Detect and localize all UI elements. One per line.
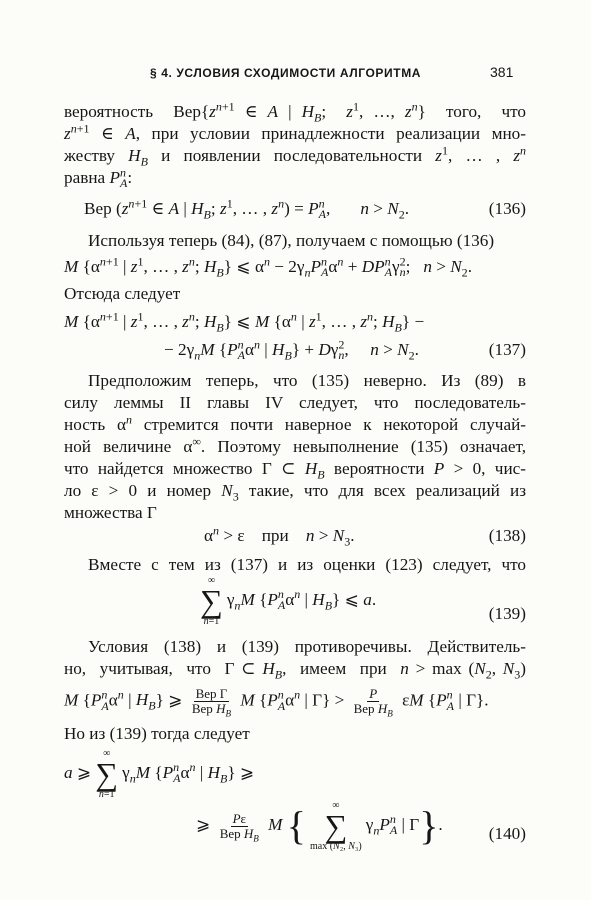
paragraph-line: жеству $H_B$ и появлении последовательности $z^1$, … , $z^n$ — [64, 143, 527, 169]
equation-140-line2: ⩾ $\frac{P\varepsilon}{Вер H_B}$ M { ∞ ∑ max (N₂, N₃) $\gamma_nP^n_A$ | Γ}. — [196, 800, 443, 852]
equation-137-line1: M {$\alpha^{n+1}$ | $z^1$, … , $z^n$; $H_B$} ⩽ M {$\alpha^n$ | $z^1$, … , $z^n$; $H_B$} − — [64, 309, 425, 335]
equation-140-line1: a ⩾ ∞ ∑ n=1 $\gamma_nM$ {$P^n_A\alpha^n$ | $H_B$} ⩾ — [64, 748, 255, 800]
paragraph-line: ность $\alpha^n$ стремится почти наверное к некоторой случай- — [64, 412, 526, 434]
paragraph-line: Условия (138) и (139) противоречивы. Действитель- — [88, 637, 526, 656]
paragraph-line: но, учитывая, что Γ ⊂ $H_B$, имеем при $n > \max (N_2$, $N_3$) — [64, 659, 526, 682]
paragraph-line: Отсюда следует — [64, 284, 181, 303]
paragraph-line: Но из (139) тогда следует — [64, 724, 250, 743]
inequality-line: M {$\alpha^{n+1}$ | $z^1$, … , $z^n$; $H_B$} ⩽ $\alpha^n - 2\gamma_nP^n_A\alpha^n + DP^n_A\gamma^2_n$; $n > N_2$. — [64, 254, 472, 280]
paragraph-line: вероятность $Вер\{z^{n+1}$ ∈ A | $H_B$; $z^1$, …, $z^n$} того, что — [64, 99, 526, 125]
paragraph-line: ной величине α∞. Поэтому невыполнение (135) означает, — [64, 434, 526, 456]
equation-number: (136) — [488, 199, 526, 218]
equation-139: ∞ ∑ n=1 $\gamma_nM$ {$P^n_A\alpha^n$ | $H_B$} ⩽ a. — [200, 575, 377, 627]
paragraph-line: силу леммы II главы IV следует, что последователь- — [64, 393, 526, 412]
equation-137-line2: − $2\gamma_nM$ {$P^n_A\alpha^n$ | $H_B\} + D\gamma^2_n$, $n > N_2$. — [164, 337, 419, 363]
equation-number: (139) — [488, 604, 526, 623]
paragraph-line: Вместе с тем из (137) и из оценки (123) следует, что — [88, 555, 526, 574]
inequality-line: M {$P^n_A\alpha^n$ | $H_B$} ⩾ $\frac{\text{Вер Γ}}{Вер H_B}$ M {$P^n_A\alpha^n$ | Γ} > $\frac{P}{Вер H_B}$ εM {$P^n_A$ | Γ}. — [64, 686, 489, 719]
paragraph-line: множества Γ — [64, 503, 157, 522]
running-header: § 4. УСЛОВИЯ СХОДИМОСТИ АЛГОРИТМА — [150, 66, 422, 80]
paragraph-line: Предположим теперь, что (135) неверно. Из (89) в — [88, 371, 526, 390]
paragraph-line: ло ε > 0 и номер $N_3$ такие, что для всех реализаций из — [64, 481, 526, 504]
paragraph-line: $z^{n+1}$ ∈ A, при условии принадлежности реализации мно- — [64, 121, 526, 143]
equation-number: (138) — [488, 526, 526, 545]
paragraph-line: равна $P^n_A$: — [64, 165, 133, 191]
equation-136: Вер ($z^{n+1}$ ∈ A | $H_B$; $z^1$, … , $z^n) = P^n_A$, $n > N_2$. — [84, 196, 410, 222]
paragraph-line: что найдется множество Γ ⊂ $H_B$ вероятности P > 0, чис- — [64, 459, 527, 482]
paragraph-line: Используя теперь (84), (87), получаем с помощью (136) — [88, 231, 495, 250]
equation-number: (140) — [488, 824, 526, 843]
equation-138: $\alpha^n > \varepsilon$ при $n > N_3$. — [204, 523, 355, 549]
page-number: 381 — [490, 64, 514, 80]
equation-number: (137) — [488, 340, 526, 359]
